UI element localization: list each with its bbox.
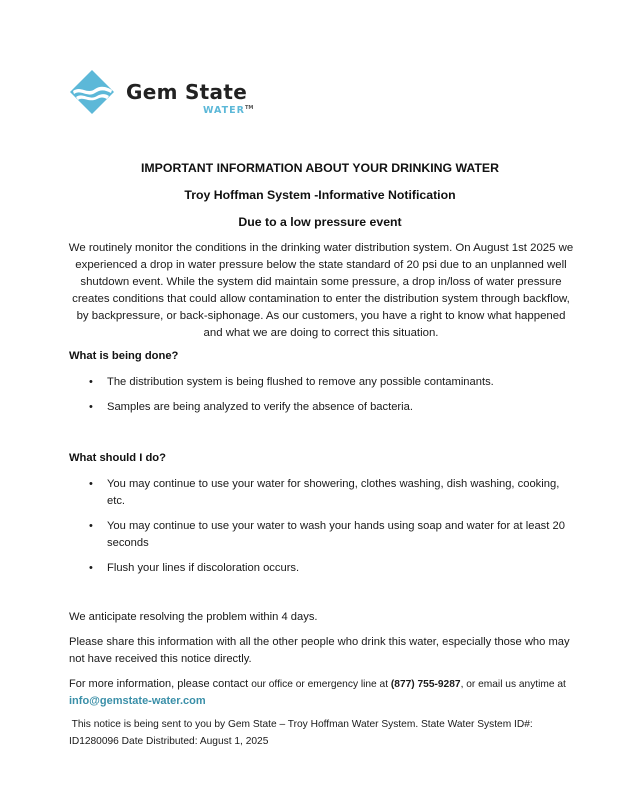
logo-name: Gem State xyxy=(126,80,248,104)
footer-line-1: This notice is being sent to you by Gem State – Troy Hoffman Water System. State Water System ID#: xyxy=(69,719,533,730)
list-item-text: You may continue to use your water for showering, clothes washing, dish washing, cooking, etc. xyxy=(107,478,560,507)
section-title-being-done: What is being done? xyxy=(69,350,179,362)
phone-number[interactable]: (877) 755-9287 xyxy=(390,679,461,690)
resolution-paragraph: We anticipate resolving the problem within 4 days. xyxy=(69,611,318,623)
section-title-what-to-do: What should I do? xyxy=(69,452,166,464)
company-logo xyxy=(69,69,269,119)
contact-office: our office or emergency line at xyxy=(251,679,391,690)
list-item-text: You may continue to use your water to wash your hands using soap and water for at least 20 seconds xyxy=(107,520,565,549)
intro-paragraph: We routinely monitor the conditions in the drinking water distribution system. On August 1st 2025 we experienced a drop in water pressure below the state standard of 20 psi due to an unplanned well shutdown event. While the system did maintain some pressure, a drop in/loss of water pressure creates conditions that could allow contamination to enter the distribution system through backflow, by backpressure, or back-siphonage. As our customers, you have a right to know what happened and what we are doing to correct this situation. xyxy=(68,242,574,339)
water-diamond-icon xyxy=(69,69,115,115)
footer-notice xyxy=(69,716,579,750)
list-item xyxy=(69,374,574,391)
list-item xyxy=(69,399,574,416)
contact-lead: For more information, please contact xyxy=(69,678,252,690)
guidance-list xyxy=(69,476,574,577)
bullet-icon: • xyxy=(89,562,93,574)
email-link[interactable]: info@gemstate-water.com xyxy=(69,695,206,707)
bullet-icon: • xyxy=(89,376,93,388)
actions-list xyxy=(69,374,574,416)
footer-line-2: ID1280096 Date Distributed: August 1, 2025 xyxy=(69,736,269,747)
contact-paragraph xyxy=(69,676,579,710)
list-item-text: The distribution system is being flushed to remove any possible contaminants. xyxy=(107,376,494,388)
contact-middle: , or email us anytime at xyxy=(460,679,566,690)
event-heading: Due to a low pressure event xyxy=(238,215,402,229)
logo-subtitle xyxy=(203,105,253,116)
share-paragraph: Please share this information with all the other people who drink this water, especially those who may not have received this notice directly. xyxy=(69,636,570,665)
notice-title: IMPORTANT INFORMATION ABOUT YOUR DRINKING WATER xyxy=(141,161,499,175)
list-item xyxy=(69,476,574,510)
bullet-icon: • xyxy=(89,401,93,413)
trademark-mark: TM xyxy=(244,105,254,111)
list-item-text: Flush your lines if discoloration occurs. xyxy=(107,562,300,574)
logo-sub-text: WATER xyxy=(203,105,245,116)
bullet-icon: • xyxy=(89,478,93,490)
list-item-text: Samples are being analyzed to verify the absence of bacteria. xyxy=(107,401,413,413)
notice-subtitle: Troy Hoffman System -Informative Notification xyxy=(184,188,456,202)
list-item xyxy=(69,518,574,552)
list-item xyxy=(69,560,574,577)
bullet-icon: • xyxy=(89,520,93,532)
